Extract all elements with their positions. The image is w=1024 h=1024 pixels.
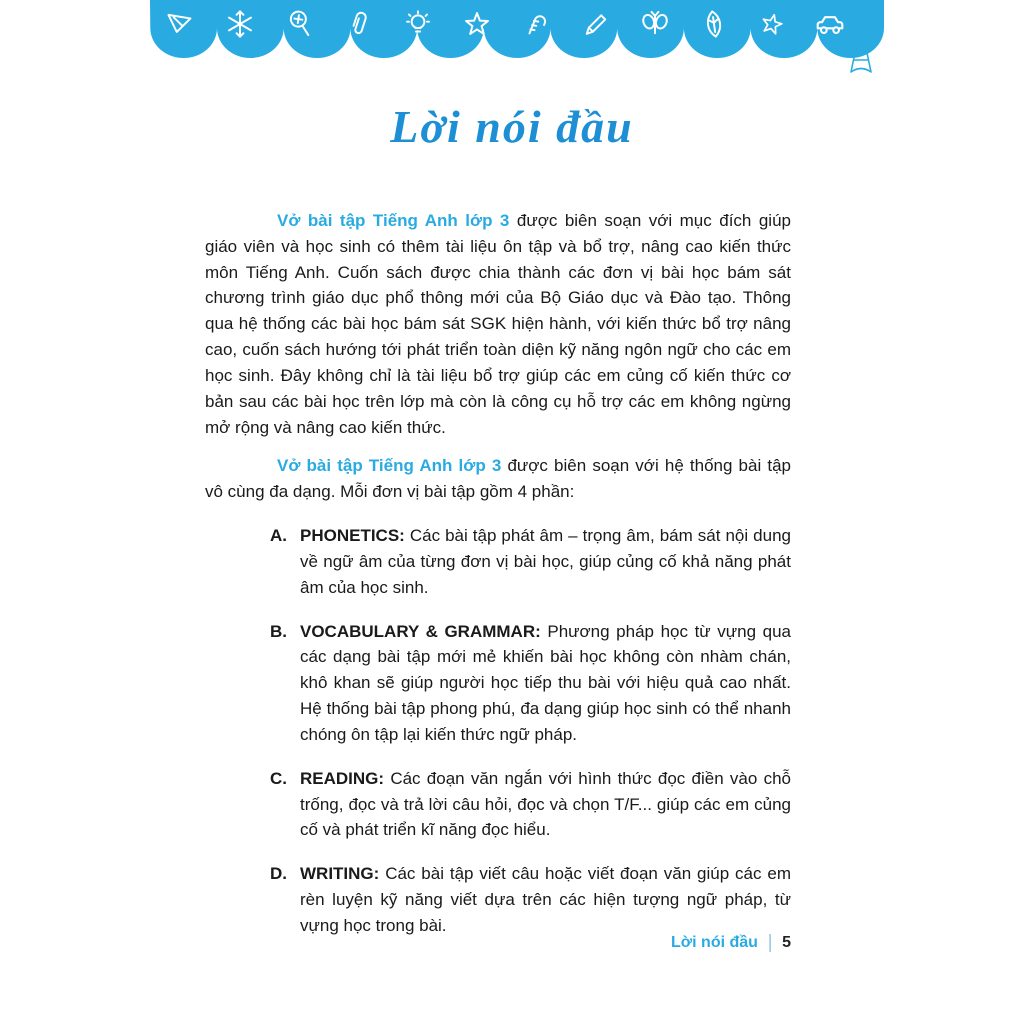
item-letter: A. — [270, 526, 287, 546]
footer-separator: | — [767, 932, 773, 953]
item-label: READING: — [300, 768, 385, 788]
list-item-reading — [270, 766, 791, 843]
star-icon — [756, 8, 788, 40]
pencil-icon — [581, 9, 611, 39]
butterfly-icon — [640, 9, 670, 39]
header-doodle-icons — [166, 8, 846, 40]
item-text: Các đoạn văn ngắn với hình thức đọc điền vào chỗ trống, đọc và trả lời câu hỏi, đọc và chọn T/F... giúp các em củng cố và phát triển kĩ năng đọc hiểu. — [300, 768, 791, 840]
item-text: Các bài tập phát âm – trọng âm, bám sát nội dung về ngữ âm của từng đơn vị bài học, giúp củng cố khả năng phát âm của học sinh. — [300, 526, 791, 597]
item-letter: C. — [270, 768, 287, 788]
item-label: WRITING: — [300, 864, 380, 884]
item-label: VOCABULARY & GRAMMAR: — [300, 621, 541, 641]
item-label: PHONETICS: — [300, 526, 405, 546]
list-item-writing — [270, 861, 791, 938]
item-body — [300, 619, 791, 748]
candy-cane-icon — [517, 4, 556, 43]
item-letter: B. — [270, 621, 287, 641]
snowflake-icon — [225, 9, 255, 39]
hand-mirror-icon — [283, 7, 317, 41]
list-item-vocabulary-grammar — [270, 619, 791, 748]
star-icon — [462, 9, 492, 39]
item-text: Phương pháp học từ vựng qua các dạng bài tập mới mẻ khiến bài học không còn nhàm chán, khô khan sẽ giúp người học tiếp thu bài với hiệu quả cao nhất. Hệ thống bài tập phong phú, đa dạng giúp học sinh có thể nhanh chóng ôn tập lại kiến thức ngữ pháp. — [300, 621, 791, 744]
item-letter: D. — [270, 864, 287, 884]
section-list — [205, 523, 791, 939]
item-body — [300, 523, 791, 600]
paragraph-2-text: được biên soạn với hệ thống bài tập vô cùng đa dạng. Mỗi đơn vị bài tập gồm 4 phần: — [205, 456, 791, 502]
book-title-lead: Vở bài tập Tiếng Anh lớp 3 — [277, 456, 502, 476]
item-body — [300, 861, 791, 938]
intro-paragraph-2 — [205, 453, 791, 505]
tower-icon — [842, 22, 880, 74]
item-body — [300, 766, 791, 843]
pennant-icon — [163, 6, 199, 42]
item-text: Các bài tập viết câu hoặc viết đoạn văn giúp các em rèn luyện kỹ năng viết dựa trên các hiện tượng ngữ pháp, từ vựng học trong bài. — [300, 864, 791, 935]
footer-section-title: Lời nói đầu — [671, 934, 758, 951]
page-footer — [205, 934, 791, 952]
paragraph-1-text: được biên soạn với mục đích giúp giáo viên và học sinh có thêm tài liệu ôn tập và bổ trợ, nâng cao kiến thức môn Tiếng Anh. Cuốn sách được chia thành các đơn vị bài học bám sát chương trình giáo dục phổ thông mới của Bộ Giáo dục và Đào tạo. Thông qua hệ thống các bài học bám sát SGK hiện hành, với kiến thức bổ trợ nâng cao, cuốn sách hướng tới phát triển toàn diện kỹ năng ngôn ngữ cho các em học sinh. Đây không chỉ là tài liệu bổ trợ giúp các em củng cố kiến thức cơ bản sau các bài học trên lớp mà còn là công cụ hỗ trợ các em không ngừng mở rộng và nâng cao kiến thức. — [205, 211, 791, 437]
intro-paragraph-1 — [205, 208, 791, 440]
preface-content — [205, 208, 791, 957]
header-band — [0, 0, 1024, 80]
list-item-phonetics — [270, 523, 791, 600]
book-title-lead: Vở bài tập Tiếng Anh lớp 3 — [277, 211, 510, 230]
lightbulb-icon — [403, 9, 433, 39]
paperclip-icon — [340, 5, 378, 43]
leaf-icon — [697, 7, 731, 41]
page-title: Lời nói đầu — [390, 101, 634, 152]
footer-page-number: 5 — [782, 934, 791, 951]
